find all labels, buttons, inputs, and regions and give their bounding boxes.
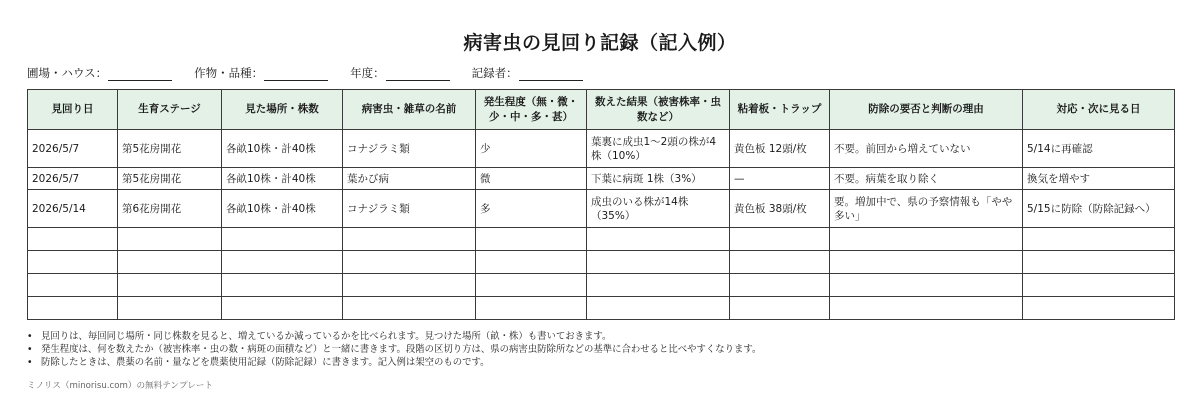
- table-cell: 葉裏に成虫1〜2頭の株が4株（10%）: [587, 130, 730, 168]
- table-cell: コナジラミ類: [343, 190, 476, 228]
- table-cell: 換気を増やす: [1023, 168, 1175, 190]
- table-cell: 5/15に防除（防除記録へ）: [1023, 190, 1175, 228]
- table-cell: 下葉に病斑 1株（3%）: [587, 168, 730, 190]
- table-cell: コナジラミ類: [343, 130, 476, 168]
- list-item: [27, 331, 761, 344]
- column-header: 対応・次に見る日: [1023, 90, 1175, 130]
- note-text: 発生程度は、何を数えたか（被害株率・虫の数・病斑の面積など）と一緒に書きます。段階の区切り方は、県の病害虫防除所などの基準に合わせると比べやすくなります。: [41, 343, 762, 355]
- field-recorder: [472, 65, 583, 81]
- note-text: 見回りは、毎回同じ場所・同じ株数を見ると、増えているか減っているかを比べられます。見つけた場所（畝・株）も書いておきます。: [41, 331, 612, 342]
- bullet-icon: •: [27, 343, 33, 355]
- pest-patrol-table: [27, 89, 1175, 320]
- table-cell: 各畝10株・計40株: [222, 130, 343, 168]
- bullet-icon: •: [27, 356, 33, 368]
- blank-line: [264, 68, 328, 81]
- table-cell: 2026/5/7: [28, 168, 118, 190]
- column-header: 病害虫・雑草の名前: [343, 90, 476, 130]
- table-cell: 各畝10株・計40株: [222, 168, 343, 190]
- empty-table-row: [28, 251, 1175, 274]
- table-cell: 不要。前回から増えていない: [830, 130, 1023, 168]
- table-cell: 少: [476, 130, 587, 168]
- table-cell: 成虫のいる株が14株（35%）: [587, 190, 730, 228]
- bullet-icon: •: [27, 331, 33, 342]
- field-label: 年度：: [350, 66, 385, 80]
- table-cell: 5/14に再確認: [1023, 130, 1175, 168]
- table-header-row: [28, 90, 1175, 130]
- table-cell: 黄色板 12頭/枚: [730, 130, 830, 168]
- empty-table-row: [28, 228, 1175, 251]
- column-header: 防除の要否と判断の理由: [830, 90, 1023, 130]
- field-label: 記録者：: [471, 66, 518, 80]
- table-row: [28, 130, 1175, 168]
- page-title: 病害虫の見回り記録（記入例）: [463, 32, 737, 54]
- list-item: [27, 344, 761, 357]
- empty-table-row: [28, 274, 1175, 297]
- footer-credit: ミノリス（minorisu.com）の無料テンプレート: [27, 381, 214, 391]
- field-label: 圃場・ハウス：: [27, 66, 108, 80]
- field-crop-variety: [194, 65, 328, 81]
- table-row: [28, 190, 1175, 228]
- blank-line: [519, 68, 583, 81]
- table-cell: 微: [476, 168, 587, 190]
- table-cell: 2026/5/14: [28, 190, 118, 228]
- column-header: 見た場所・株数: [222, 90, 343, 130]
- table-cell: 要。増加中で、県の予察情報も「やや多い」: [830, 190, 1023, 228]
- table-cell: 第5花房開花: [118, 168, 222, 190]
- column-header: 発生程度（無・微・少・中・多・甚）: [476, 90, 587, 130]
- blank-line: [386, 68, 450, 81]
- column-header: 粘着板・トラップ: [730, 90, 830, 130]
- table-cell: 葉かび病: [343, 168, 476, 190]
- list-item: [27, 357, 761, 370]
- table-cell: 多: [476, 190, 587, 228]
- table-cell: 各畝10株・計40株: [222, 190, 343, 228]
- field-label: 作物・品種：: [194, 66, 264, 80]
- note-text: 防除したときは、農薬の名前・量などを農薬使用記録（防除記録）に書きます。記入例は架空のものです。: [41, 356, 490, 368]
- table-cell: 第6花房開花: [118, 190, 222, 228]
- table-cell: 黄色板 38頭/枚: [730, 190, 830, 228]
- column-header: 数えた結果（被害株率・虫数など）: [587, 90, 730, 130]
- table-cell: 2026/5/7: [28, 130, 118, 168]
- field-farm-house: [27, 65, 172, 81]
- field-year: [350, 65, 450, 81]
- table-row: [28, 168, 1175, 190]
- record-meta-fields: [27, 65, 605, 81]
- table-cell: —: [730, 168, 830, 190]
- blank-line: [108, 68, 172, 81]
- column-header: 生育ステージ: [118, 90, 222, 130]
- empty-table-row: [28, 297, 1175, 320]
- column-header: 見回り日: [28, 90, 118, 130]
- table-cell: 第5花房開花: [118, 130, 222, 168]
- notes-list: [27, 331, 761, 369]
- table-cell: 不要。病葉を取り除く: [830, 168, 1023, 190]
